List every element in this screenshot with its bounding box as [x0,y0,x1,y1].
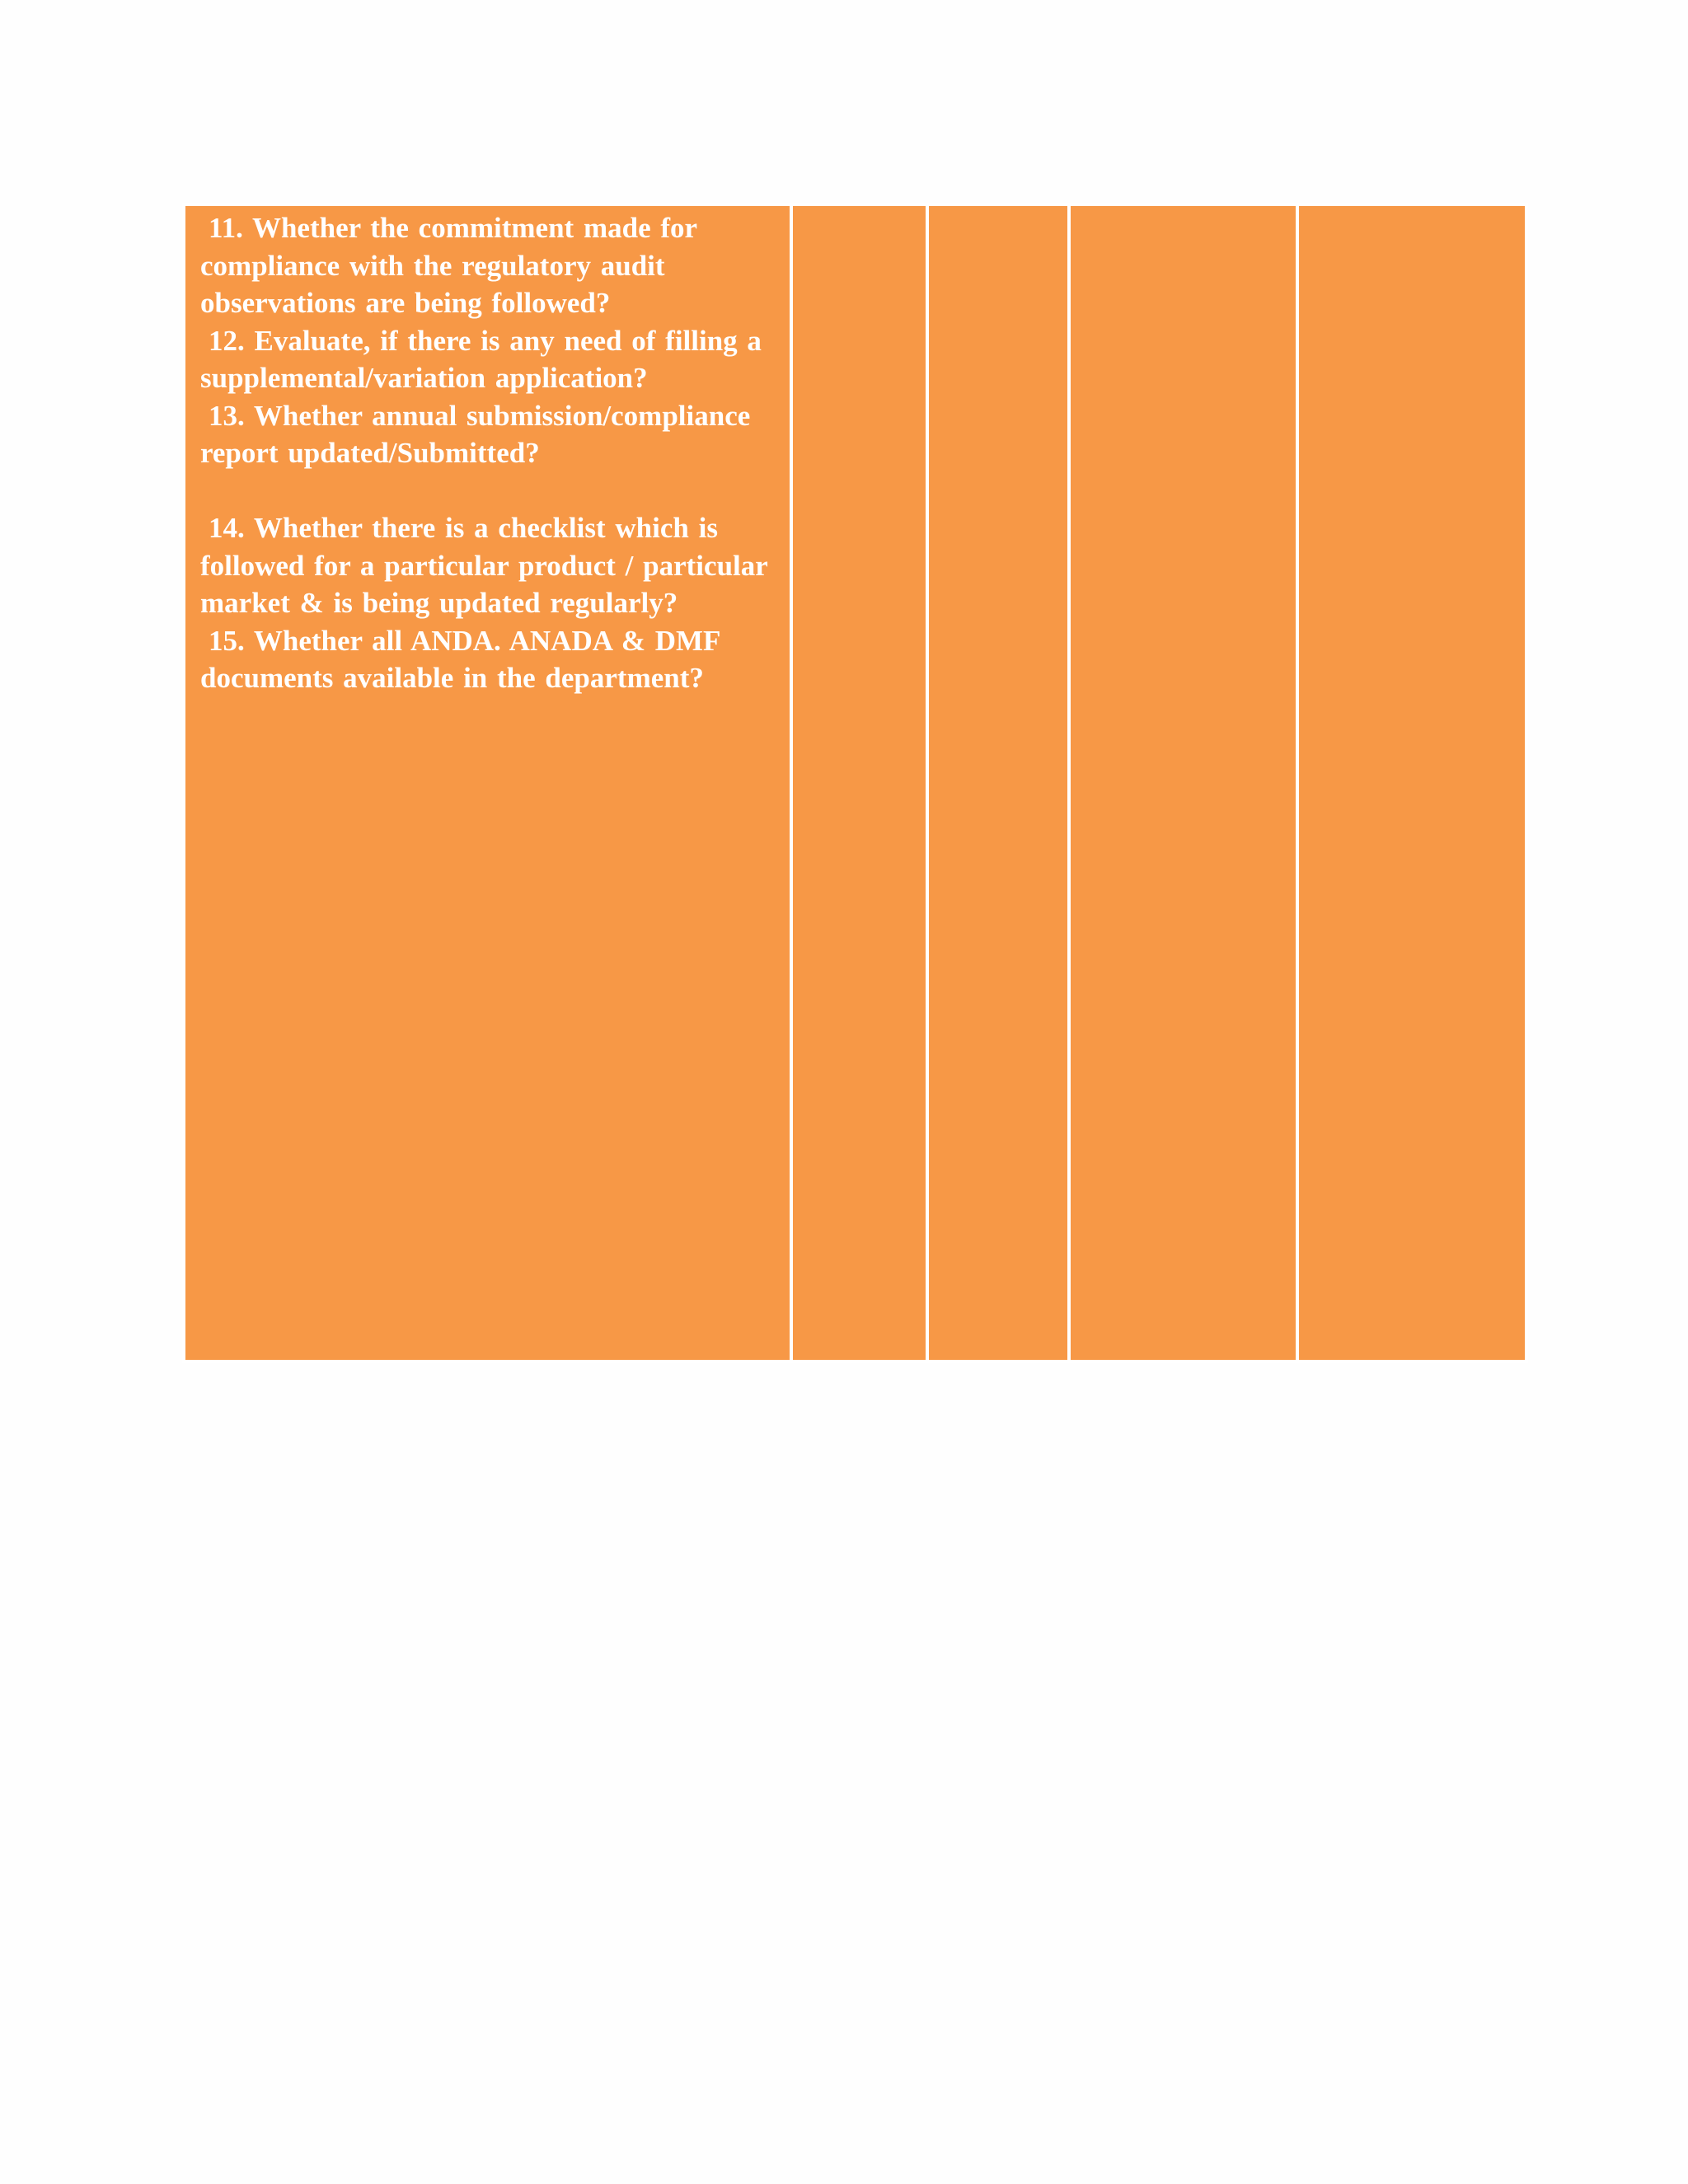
question-13 [200,397,778,472]
questions-list [185,206,790,697]
question-text: Evaluate, if there is any need of filling a supplemental/variation application? [200,324,762,394]
table-row [184,204,1526,1361]
blank-line [200,472,778,510]
question-15 [200,622,778,697]
response-cell-3 [1069,204,1297,1361]
questions-cell [184,204,791,1361]
question-number: 15. [209,624,245,657]
question-number: 11. [209,212,243,244]
response-cell-4 [1297,204,1526,1361]
checklist-table [182,203,1528,1363]
question-text: Whether the commitment made for compliance with the regulatory audit observations are being followed? [200,212,697,319]
question-12 [200,322,778,397]
response-cell-2 [927,204,1069,1361]
question-text: Whether there is a checklist which is followed for a particular product / particular market & is being updated regularly? [200,512,768,619]
response-cell-1 [791,204,927,1361]
question-number: 12. [209,324,245,357]
question-text: Whether all ANDA. ANADA & DMF documents available in the department? [200,624,720,694]
question-number: 13. [209,399,245,432]
question-11 [200,209,778,322]
question-number: 14. [209,512,245,544]
question-text: Whether annual submission/compliance report updated/Submitted? [200,399,751,469]
question-14 [200,509,778,622]
